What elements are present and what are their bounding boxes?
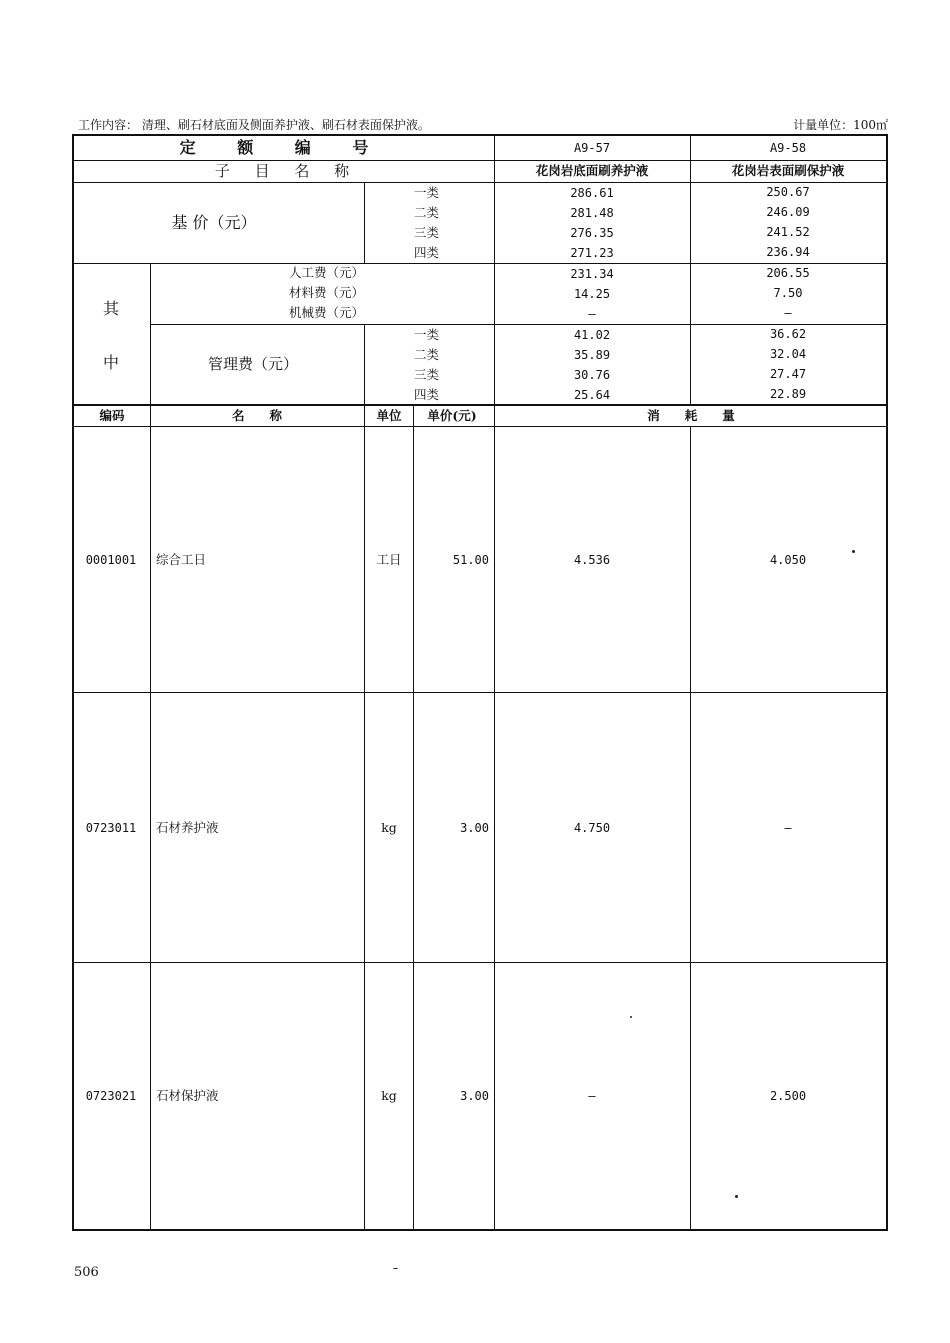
scan-speck bbox=[735, 1195, 738, 1198]
material-cost-value: 14.25 bbox=[573, 287, 611, 301]
rule bbox=[364, 404, 365, 1231]
column-header-unit-price: 单价(元) bbox=[427, 408, 477, 423]
row-name: 石材养护液 bbox=[156, 820, 219, 835]
management-fee-value: 32.04 bbox=[769, 347, 807, 361]
rule bbox=[72, 404, 888, 406]
table-border-left bbox=[72, 134, 74, 1231]
rule bbox=[72, 962, 888, 963]
base-price-value: 236.94 bbox=[766, 245, 810, 259]
of-which-label-1: 其 bbox=[102, 299, 120, 318]
row-quantity-1: 4.750 bbox=[573, 821, 611, 835]
unit-of-measure: 计量单位：100㎡ bbox=[793, 118, 888, 132]
rule bbox=[494, 134, 495, 1231]
item-name-2: 花岗岩表面刷保护液 bbox=[731, 163, 845, 178]
row-unit-price: 51.00 bbox=[452, 553, 489, 567]
table-border-bottom bbox=[72, 1229, 888, 1231]
table-border-top bbox=[72, 134, 888, 136]
row-quantity-1: 4.536 bbox=[573, 553, 611, 567]
column-header-consumption: 消 耗 量 bbox=[647, 408, 735, 423]
class-4-label: 四类 bbox=[414, 387, 440, 402]
scan-speck bbox=[630, 1016, 632, 1018]
quota-code-2: A9-58 bbox=[769, 141, 807, 155]
labor-cost-value: 206.55 bbox=[766, 266, 810, 280]
machine-cost-value: – bbox=[588, 307, 596, 321]
row-code: 0001001 bbox=[85, 553, 137, 567]
material-cost-label: 材料费（元） bbox=[288, 285, 364, 300]
material-cost-value: 7.50 bbox=[773, 286, 803, 300]
column-header-name: 名 称 bbox=[231, 408, 283, 423]
base-price-value: 246.09 bbox=[766, 205, 810, 219]
base-price-value: 281.48 bbox=[570, 206, 614, 220]
class-2-label: 二类 bbox=[414, 205, 440, 220]
scan-speck bbox=[393, 1268, 398, 1269]
base-price-value: 271.23 bbox=[570, 246, 614, 260]
row-unit-price: 3.00 bbox=[460, 1089, 489, 1103]
base-price-value: 286.61 bbox=[570, 186, 614, 200]
machine-cost-label: 机械费（元） bbox=[288, 305, 364, 320]
rule bbox=[72, 160, 888, 161]
column-header-code: 编码 bbox=[99, 408, 125, 423]
rule bbox=[72, 182, 888, 183]
management-fee-label: 管理费（元） bbox=[207, 355, 299, 373]
item-name-label: 子 目 名 称 bbox=[214, 162, 360, 180]
base-price-label: 基 价（元） bbox=[171, 213, 257, 232]
rule bbox=[72, 426, 888, 427]
management-fee-value: 27.47 bbox=[769, 367, 807, 381]
rule bbox=[690, 134, 691, 406]
row-quantity-2: 4.050 bbox=[769, 553, 807, 567]
management-fee-value: 25.64 bbox=[573, 388, 611, 402]
rule bbox=[364, 324, 365, 406]
rule bbox=[364, 182, 365, 264]
base-price-value: 276.35 bbox=[570, 226, 614, 240]
management-fee-value: 35.89 bbox=[573, 348, 611, 362]
row-quantity-2: 2.500 bbox=[769, 1089, 807, 1103]
of-which-label-2: 中 bbox=[102, 353, 120, 372]
class-3-label: 三类 bbox=[414, 225, 440, 240]
management-fee-value: 22.89 bbox=[769, 387, 807, 401]
rule bbox=[72, 692, 888, 693]
row-unit: kg bbox=[381, 1088, 397, 1103]
labor-cost-label: 人工费（元） bbox=[288, 265, 364, 280]
quota-code-1: A9-57 bbox=[573, 141, 611, 155]
column-header-unit: 单位 bbox=[376, 408, 402, 423]
row-code: 0723011 bbox=[85, 821, 137, 835]
row-unit: kg bbox=[381, 820, 397, 835]
class-2-label: 二类 bbox=[414, 347, 440, 362]
base-price-value: 241.52 bbox=[766, 225, 810, 239]
management-fee-value: 41.02 bbox=[573, 328, 611, 342]
class-1-label: 一类 bbox=[414, 327, 440, 342]
work-content: 工作内容： 清理、刷石材底面及侧面养护液、刷石材表面保护液。 bbox=[78, 118, 430, 132]
rule bbox=[150, 324, 888, 325]
row-unit-price: 3.00 bbox=[460, 821, 489, 835]
table-border-right bbox=[886, 134, 888, 1231]
machine-cost-value: – bbox=[784, 306, 792, 320]
class-4-label: 四类 bbox=[414, 245, 440, 260]
rule bbox=[150, 263, 151, 406]
scan-speck bbox=[852, 550, 855, 553]
rule bbox=[150, 404, 151, 1231]
rule bbox=[413, 404, 414, 1231]
class-3-label: 三类 bbox=[414, 367, 440, 382]
row-name: 综合工日 bbox=[156, 552, 207, 567]
management-fee-value: 30.76 bbox=[573, 368, 611, 382]
row-quantity-2: – bbox=[784, 821, 792, 835]
page-number: 506 bbox=[74, 1265, 99, 1280]
management-fee-value: 36.62 bbox=[769, 327, 807, 341]
class-1-label: 一类 bbox=[414, 185, 440, 200]
row-name: 石材保护液 bbox=[156, 1088, 219, 1103]
base-price-value: 250.67 bbox=[766, 185, 810, 199]
rule bbox=[72, 263, 888, 264]
rule bbox=[690, 426, 691, 1231]
item-name-1: 花岗岩底面刷养护液 bbox=[535, 163, 649, 178]
quota-number-label: 定 额 编 号 bbox=[179, 138, 387, 157]
row-unit: 工日 bbox=[376, 552, 402, 567]
row-code: 0723021 bbox=[85, 1089, 137, 1103]
row-quantity-1: – bbox=[588, 1089, 596, 1103]
labor-cost-value: 231.34 bbox=[570, 267, 614, 281]
